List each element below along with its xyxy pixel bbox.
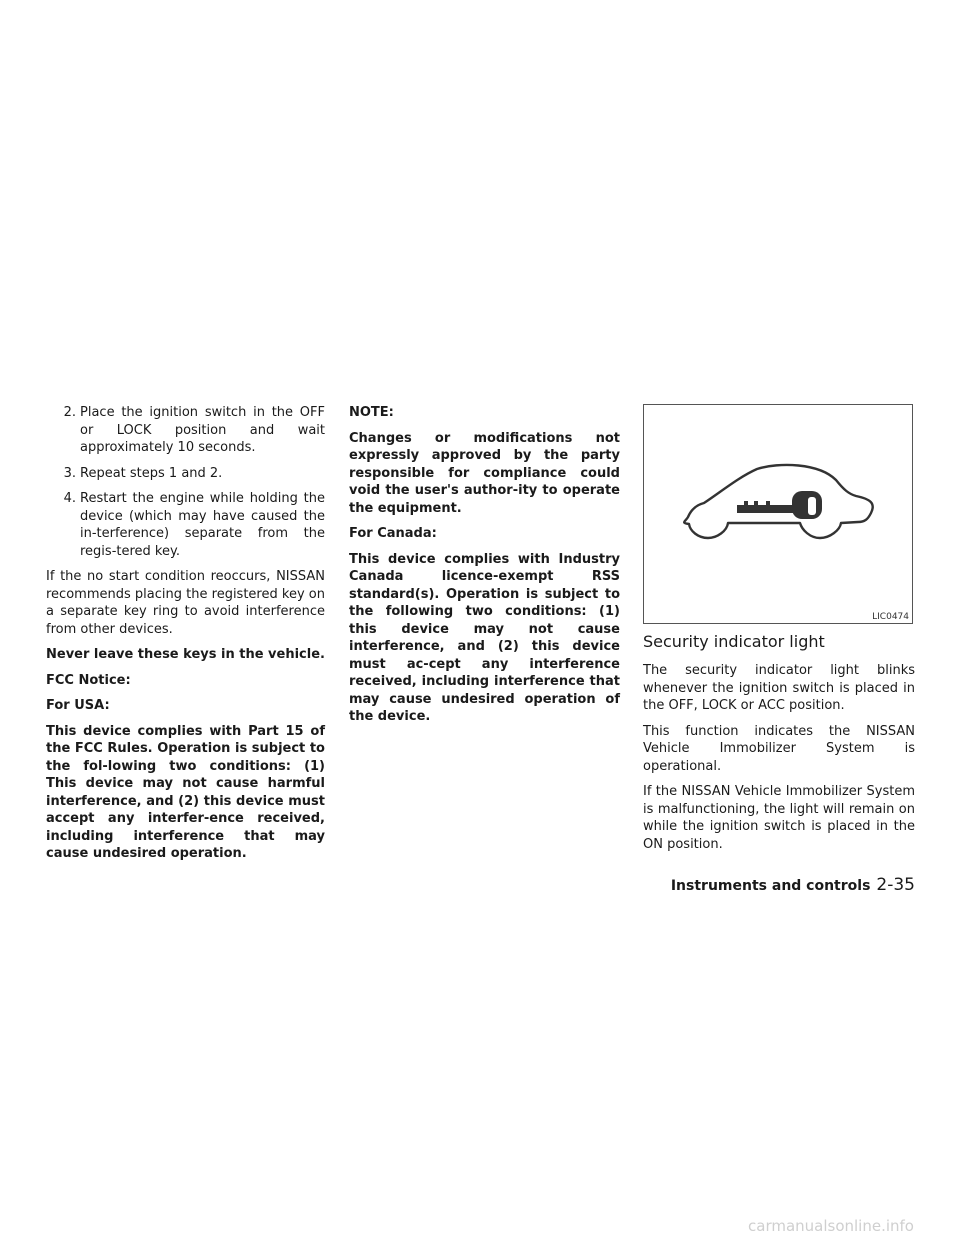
no-start-paragraph: If the no start condition reoccurs, NISSAN recommends placing the registered key on a separate key ring to avoid interference from other devices. [46, 569, 325, 637]
usa-heading: For USA: [46, 698, 110, 713]
right-column [643, 404, 915, 861]
keys-warning: Never leave these keys in the vehicle. [46, 647, 325, 662]
security-paragraph: If the NISSAN Vehicle Immobilizer System is malfunctioning, the light will remain on while the ignition switch is placed in the ON position. [643, 784, 915, 852]
step-text: Restart the engine while holding the device (which may have caused the in-terference) separate from the regis-tered key. [80, 491, 325, 559]
middle-column [349, 404, 620, 734]
list-item [46, 404, 325, 457]
page-number: 2-35 [876, 875, 915, 895]
watermark: carmanualsonline.info [748, 1217, 914, 1235]
security-paragraph: The security indicator light blinks whenever the ignition switch is placed in the OFF, LOCK or ACC position. [643, 663, 915, 713]
step-number: 3. [63, 465, 76, 481]
step-number: 4. [63, 491, 76, 506]
security-paragraph: This function indicates the NISSAN Vehicle Immobilizer System is operational. [643, 723, 915, 774]
page-footer [600, 877, 915, 896]
note-text: Changes or modifications not expressly approved by the party responsible for compliance could void the user's author-ity to operate the equipment. [349, 430, 620, 516]
footer-section-title: Instruments and controls [670, 878, 871, 894]
canada-compliance-text: This device complies with Industry Canada licence-exempt RSS standard(s). Operation is subject to the following two conditions: (1) this device may not cause interference, and (2) this device must ac-cept any interference received, including interference that may cause undesired operation of the device. [349, 551, 620, 724]
note-heading: NOTE: [349, 405, 394, 420]
step-number: 2. [63, 405, 76, 420]
list-item [46, 490, 325, 560]
figure-code: LIC0474 [872, 612, 909, 622]
security-indicator-figure [643, 404, 913, 624]
car-key-security-icon [644, 405, 914, 625]
left-column [46, 404, 325, 871]
step-text: Place the ignition switch in the OFF or LOCK position and wait approximately 10 seconds. [80, 405, 325, 455]
step-text: Repeat steps 1 and 2. [80, 465, 223, 481]
section-heading: Security indicator light [643, 632, 825, 651]
fcc-heading: FCC Notice: [46, 672, 131, 688]
procedure-steps [46, 404, 325, 560]
list-item [46, 465, 325, 483]
canada-heading: For Canada: [349, 526, 437, 541]
usa-compliance-text: This device complies with Part 15 of the FCC Rules. Operation is subject to the fol-lowing two conditions: (1) This device may not cause harmful interference, and (2) this device must accept any interfer-ence received, including interference that may cause undesired operation. [46, 723, 325, 861]
